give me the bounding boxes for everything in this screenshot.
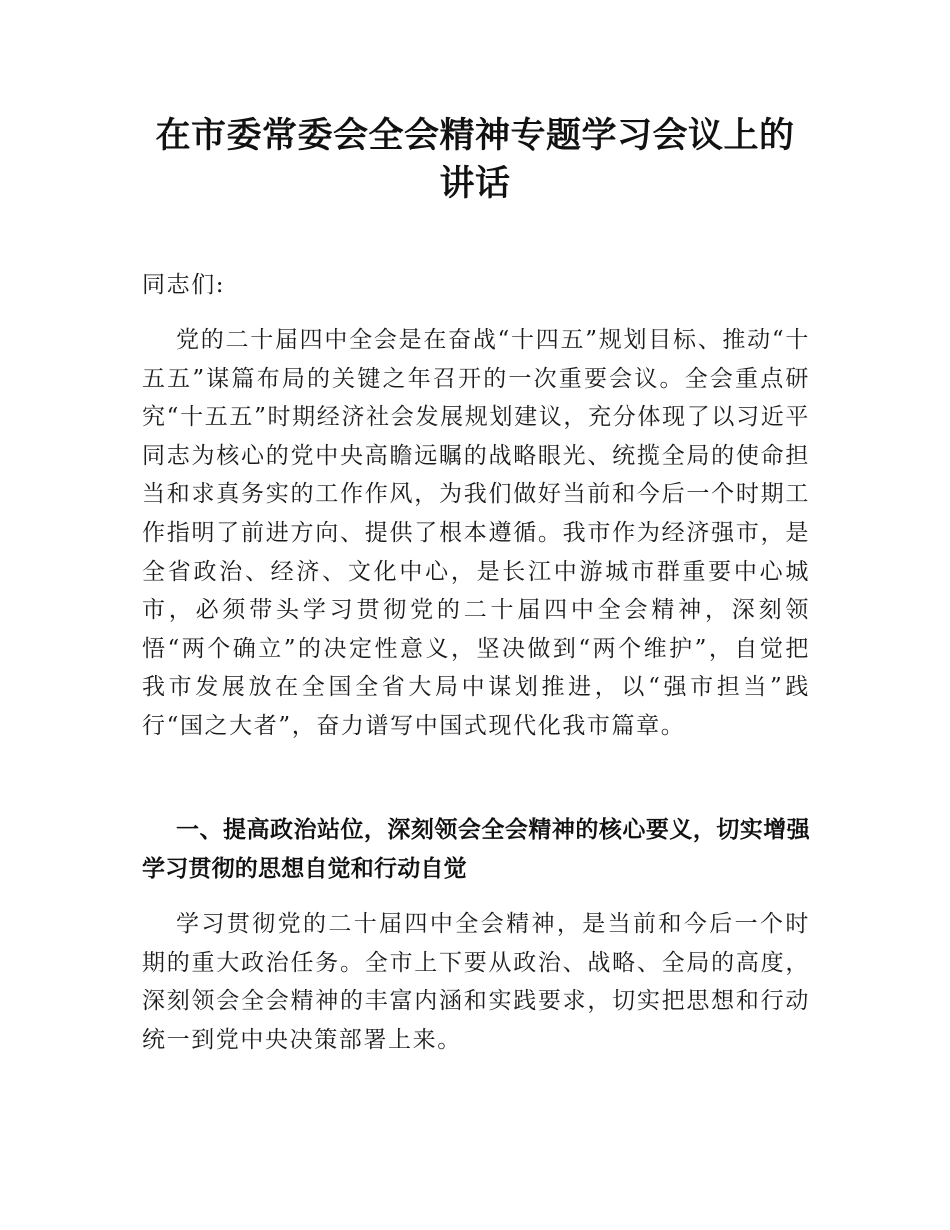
salutation: 同志们: [142, 272, 226, 298]
paragraph-intro: 党的二十届四中全会是在奋战“十四五”规划目标、推动“十五五”谋篇布局的关键之年召开的一次重要会议。全会重点研究“十五五”时期经济社会发展规划建议，充分体现了以习近平同志为核心的党中央高瞻远瞩的战略眼光、统揽全局的使命担当和求真务实的工作作风，为我们做好当前和今后一个时期工作指明了前进方向、提供了根本遵循。我市作为经济强市，是全省政治、经济、文化中心，是长江中游城市群重要中心城市，必须带头学习贯彻党的二十届四中全会精神，深刻领悟“两个确立”的决定性意义，坚决做到“两个维护”，自觉把我市发展放在全国全省大局中谋划推进，以“强市担当”践行“国之大者”，奋力谱写中国式现代化我市篇章。 [142, 327, 810, 739]
paragraph-section-1: 学习贯彻党的二十届四中全会精神，是当前和今后一个时期的重大政治任务。全市上下要从政治、战略、全局的高度，深刻领会全会精神的丰富内涵和实践要求，切实把思想和行动统一到党中央决策部署上来。 [142, 911, 810, 1053]
document-title: 在市委常委会全会精神专题学习会议上的讲话 [155, 115, 795, 204]
section-heading-1: 一、提高政治站位，深刻领会全会精神的核心要义，切实增强学习贯彻的思想自觉和行动自觉 [142, 817, 810, 882]
